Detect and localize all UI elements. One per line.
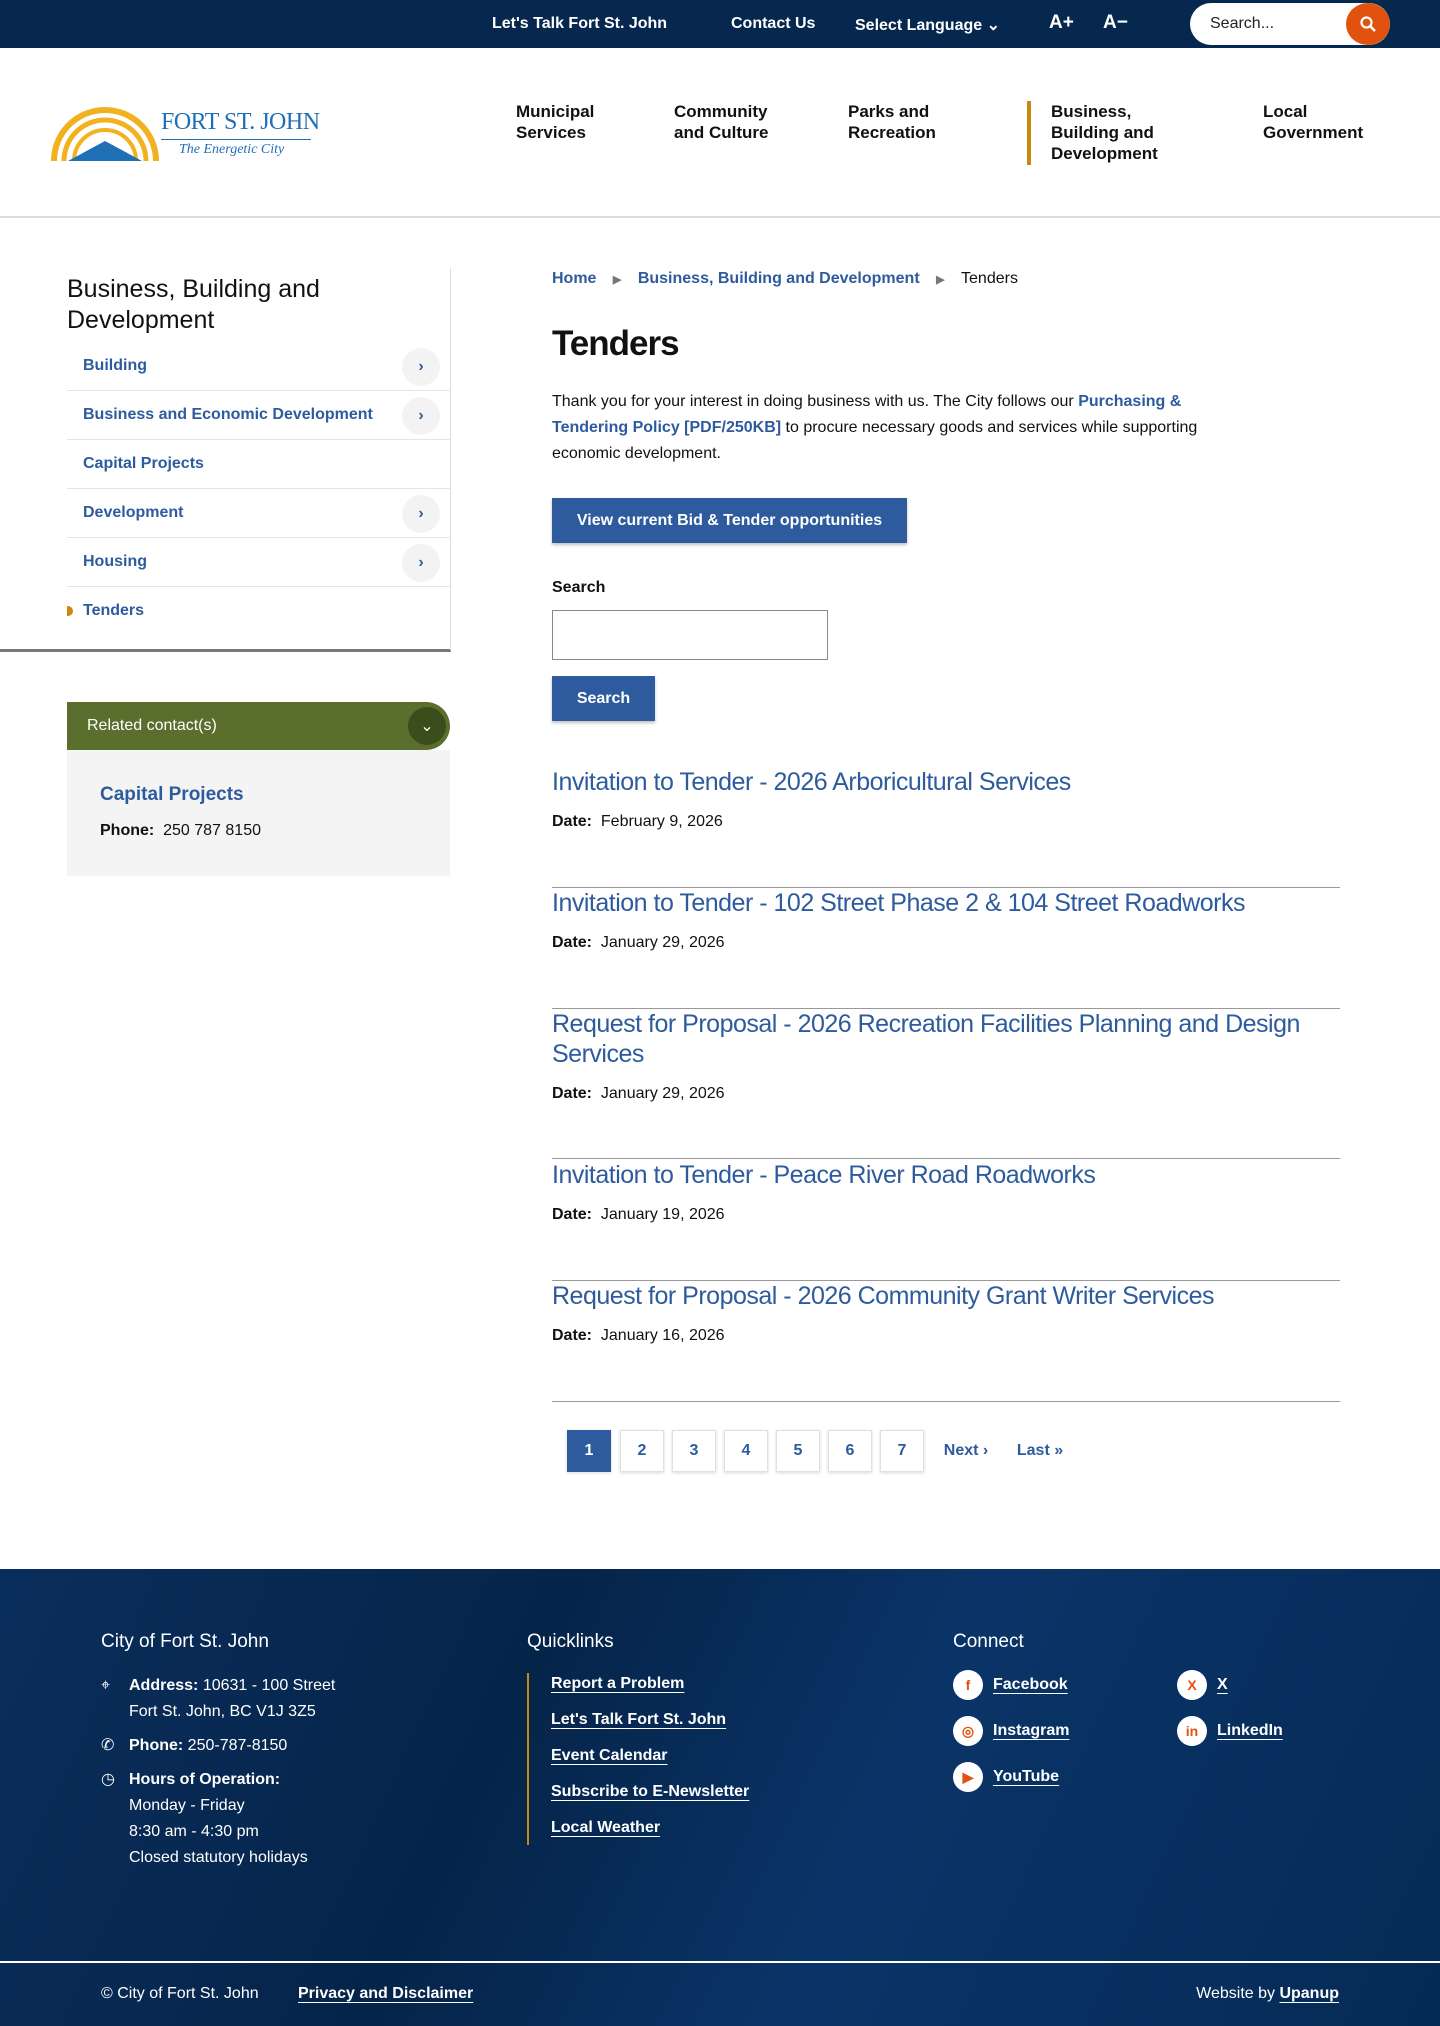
intro-text-part: to procure necessary goods and services while supporting economic development. — [552, 419, 1198, 462]
connect-heading: Connect — [953, 1631, 1024, 1652]
language-select[interactable] — [855, 15, 1000, 35]
tender-item — [552, 888, 1340, 1009]
date-label: Date: — [552, 1327, 593, 1344]
quicklinks-divider — [527, 1673, 529, 1845]
sidebar-item-housing[interactable] — [67, 538, 450, 587]
clock-icon: ◷ — [101, 1771, 115, 1788]
page-5[interactable]: 5 — [776, 1430, 820, 1472]
sidebar-item-capital-projects[interactable] — [67, 440, 450, 489]
sidebar-item-label: Business and Economic Development — [83, 406, 373, 423]
tender-item — [552, 1160, 1340, 1281]
social-label: X — [1217, 1676, 1228, 1693]
tender-date — [552, 813, 1340, 831]
sidebar-item-label: Capital Projects — [83, 455, 204, 472]
language-label: Select Language — [855, 17, 983, 34]
footer-phone: 250-787-8150 — [187, 1737, 288, 1754]
sidebar-item-tenders[interactable] — [67, 587, 450, 636]
tender-date — [552, 1206, 1340, 1224]
tender-title-link[interactable]: Invitation to Tender - Peace River Road Roadworks — [552, 1161, 1096, 1189]
phone-label: Phone: — [100, 822, 155, 839]
date-label: Date: — [552, 1206, 593, 1223]
date-label: Date: — [552, 934, 593, 951]
facebook-icon: f — [953, 1670, 983, 1700]
next-page[interactable]: Next › — [943, 1442, 989, 1459]
chevron-right-icon[interactable]: › — [402, 495, 440, 533]
hours-line: 8:30 am - 4:30 pm — [129, 1823, 259, 1840]
tender-search-button[interactable]: Search — [552, 676, 655, 721]
tender-item — [552, 1281, 1340, 1402]
breadcrumb-current: Tenders — [961, 270, 1018, 287]
quicklink-event-calendar[interactable]: Event Calendar — [551, 1747, 668, 1764]
view-opportunities-button[interactable]: View current Bid & Tender opportunities — [552, 498, 907, 543]
tender-date — [552, 1327, 1340, 1345]
page-6[interactable]: 6 — [828, 1430, 872, 1472]
sidebar-item-building[interactable] — [67, 342, 450, 391]
social-label: LinkedIn — [1217, 1722, 1283, 1739]
instagram-link[interactable] — [953, 1716, 1069, 1746]
quicklink-report-problem[interactable]: Report a Problem — [551, 1675, 685, 1692]
nav-municipal-services[interactable]: Municipal Services — [516, 102, 595, 142]
page-2[interactable]: 2 — [620, 1430, 664, 1472]
last-page[interactable]: Last » — [1016, 1442, 1064, 1459]
nav-parks-recreation[interactable]: Parks and Recreation — [848, 102, 936, 142]
tender-title-link[interactable]: Invitation to Tender - 2026 Arboricultural Services — [552, 768, 1071, 796]
sidebar-item-label: Building — [83, 357, 147, 374]
youtube-link[interactable] — [953, 1762, 1059, 1792]
nav-community-culture[interactable]: Community and Culture — [674, 102, 769, 142]
contact-phone: 250 787 8150 — [163, 822, 261, 839]
logo-tagline: The Energetic City — [161, 139, 311, 158]
youtube-icon: ▶ — [953, 1762, 983, 1792]
hours-label: Hours of Operation: — [129, 1771, 281, 1788]
intro-text-part: Thank you for your interest in doing business with us. The City follows our — [552, 393, 1079, 410]
policy-link[interactable]: Purchasing & Tendering Policy [PDF/250KB] — [552, 393, 1182, 436]
social-label: YouTube — [993, 1768, 1060, 1785]
quicklink-lets-talk[interactable]: Let's Talk Fort St. John — [551, 1711, 727, 1728]
search-icon — [1359, 15, 1377, 33]
map-pin-icon: ⌖ — [101, 1677, 111, 1694]
credit-text: Website by — [1196, 1985, 1280, 2002]
tender-date-value: January 29, 2026 — [600, 934, 725, 951]
chevron-down-icon: ⌄ — [986, 17, 1001, 34]
search-button[interactable] — [1346, 3, 1390, 45]
linkedin-icon: in — [1177, 1716, 1207, 1746]
page-1[interactable]: 1 — [567, 1430, 611, 1472]
footer-address — [101, 1673, 335, 1871]
contact-link[interactable]: Contact Us — [731, 15, 816, 32]
related-contacts-heading: Related contact(s) — [87, 717, 217, 734]
copyright: © City of Fort St. John — [101, 1985, 259, 2002]
footer-city-heading: City of Fort St. John — [101, 1631, 269, 1652]
caret-right-icon: ▶ — [612, 274, 622, 286]
page-title: Tenders — [552, 324, 679, 363]
tender-search-input[interactable] — [552, 610, 828, 660]
address-label: Address: — [129, 1677, 199, 1694]
footer-bottom-bar — [0, 1961, 1440, 2026]
upanup-link[interactable]: Upanup — [1279, 1985, 1339, 2002]
tender-item — [552, 1009, 1340, 1159]
font-increase-button[interactable]: A+ — [1049, 12, 1074, 33]
quicklink-weather[interactable]: Local Weather — [551, 1819, 661, 1836]
intro-text — [552, 389, 1212, 467]
hours-line: Closed statutory holidays — [129, 1849, 308, 1866]
facebook-link[interactable] — [953, 1670, 1068, 1700]
tender-title-link[interactable]: Request for Proposal - 2026 Recreation Facilities Planning and Design Services — [552, 1010, 1300, 1068]
related-contact-card — [67, 750, 450, 876]
breadcrumb — [552, 270, 1018, 288]
chevron-right-icon[interactable]: › — [402, 348, 440, 386]
nav-local-government[interactable]: Local Government — [1263, 102, 1364, 142]
social-label: Instagram — [993, 1722, 1070, 1739]
search-label: Search — [552, 579, 606, 596]
page-7[interactable]: 7 — [880, 1430, 924, 1472]
logo-name: FORT ST. JOHN — [161, 109, 320, 135]
active-marker-icon — [67, 606, 73, 616]
tender-date-value: January 29, 2026 — [600, 1085, 725, 1102]
date-label: Date: — [552, 813, 593, 830]
breadcrumb-home[interactable]: Home — [552, 270, 597, 287]
tender-title-link[interactable]: Request for Proposal - 2026 Community Grant Writer Services — [552, 1282, 1214, 1310]
logo-arc-icon — [50, 103, 160, 161]
footer — [0, 1569, 1440, 2026]
phone-label: Phone: — [129, 1737, 184, 1754]
sidebar-item-label: Housing — [83, 553, 147, 570]
quicklink-newsletter[interactable]: Subscribe to E-Newsletter — [551, 1783, 750, 1800]
hours-line: Monday - Friday — [129, 1797, 245, 1814]
tender-date — [552, 934, 1340, 952]
breadcrumb-business[interactable]: Business, Building and Development — [637, 270, 920, 287]
sidebar-item-label: Tenders — [83, 602, 145, 619]
phone-icon: ✆ — [101, 1737, 115, 1754]
tender-date — [552, 1085, 1340, 1103]
font-decrease-button[interactable]: A− — [1103, 12, 1128, 33]
nav-business-building[interactable]: Business, Building and Development — [1027, 101, 1187, 165]
tender-date-value: January 16, 2026 — [600, 1327, 725, 1344]
page-4[interactable]: 4 — [724, 1430, 768, 1472]
section-nav-title: Business, Building and Development — [67, 275, 320, 334]
chevron-right-icon[interactable]: › — [402, 544, 440, 582]
tender-item — [552, 767, 1340, 888]
x-icon: X — [1177, 1670, 1207, 1700]
social-label: Facebook — [993, 1676, 1068, 1693]
sidebar-item-business-economic[interactable] — [67, 391, 450, 440]
site-credit — [1196, 1985, 1339, 2003]
tender-date-value: January 19, 2026 — [600, 1206, 725, 1223]
contact-name[interactable]: Capital Projects — [100, 784, 244, 805]
address-line: 10631 - 100 Street — [202, 1677, 336, 1694]
tender-title-link[interactable]: Invitation to Tender - 102 Street Phase 2 & 104 Street Roadworks — [552, 889, 1245, 917]
chevron-right-icon[interactable]: › — [402, 397, 440, 435]
logo[interactable] — [50, 103, 320, 173]
lets-talk-link[interactable]: Let's Talk Fort St. John — [492, 15, 668, 32]
x-link[interactable] — [1177, 1670, 1228, 1700]
sidebar-item-development[interactable] — [67, 489, 450, 538]
address-line: Fort St. John, BC V1J 3Z5 — [129, 1703, 316, 1720]
chevron-down-icon: ⌄ — [408, 707, 446, 745]
utility-bar — [0, 0, 1440, 48]
quicklinks-heading: Quicklinks — [527, 1631, 614, 1652]
tender-date-value: February 9, 2026 — [600, 813, 723, 830]
caret-right-icon: ▶ — [936, 274, 945, 286]
section-nav — [0, 268, 451, 652]
privacy-link[interactable]: Privacy and Disclaimer — [298, 1985, 474, 2002]
site-search[interactable] — [1190, 3, 1390, 45]
sidebar-item-label: Development — [83, 504, 184, 521]
related-contacts-toggle[interactable] — [67, 702, 450, 750]
linkedin-link[interactable] — [1177, 1716, 1283, 1746]
date-label: Date: — [552, 1085, 593, 1102]
instagram-icon: ◎ — [953, 1716, 983, 1746]
main-header — [0, 48, 1440, 218]
page-3[interactable]: 3 — [672, 1430, 716, 1472]
site-search-input[interactable]: Search... — [1210, 15, 1275, 32]
